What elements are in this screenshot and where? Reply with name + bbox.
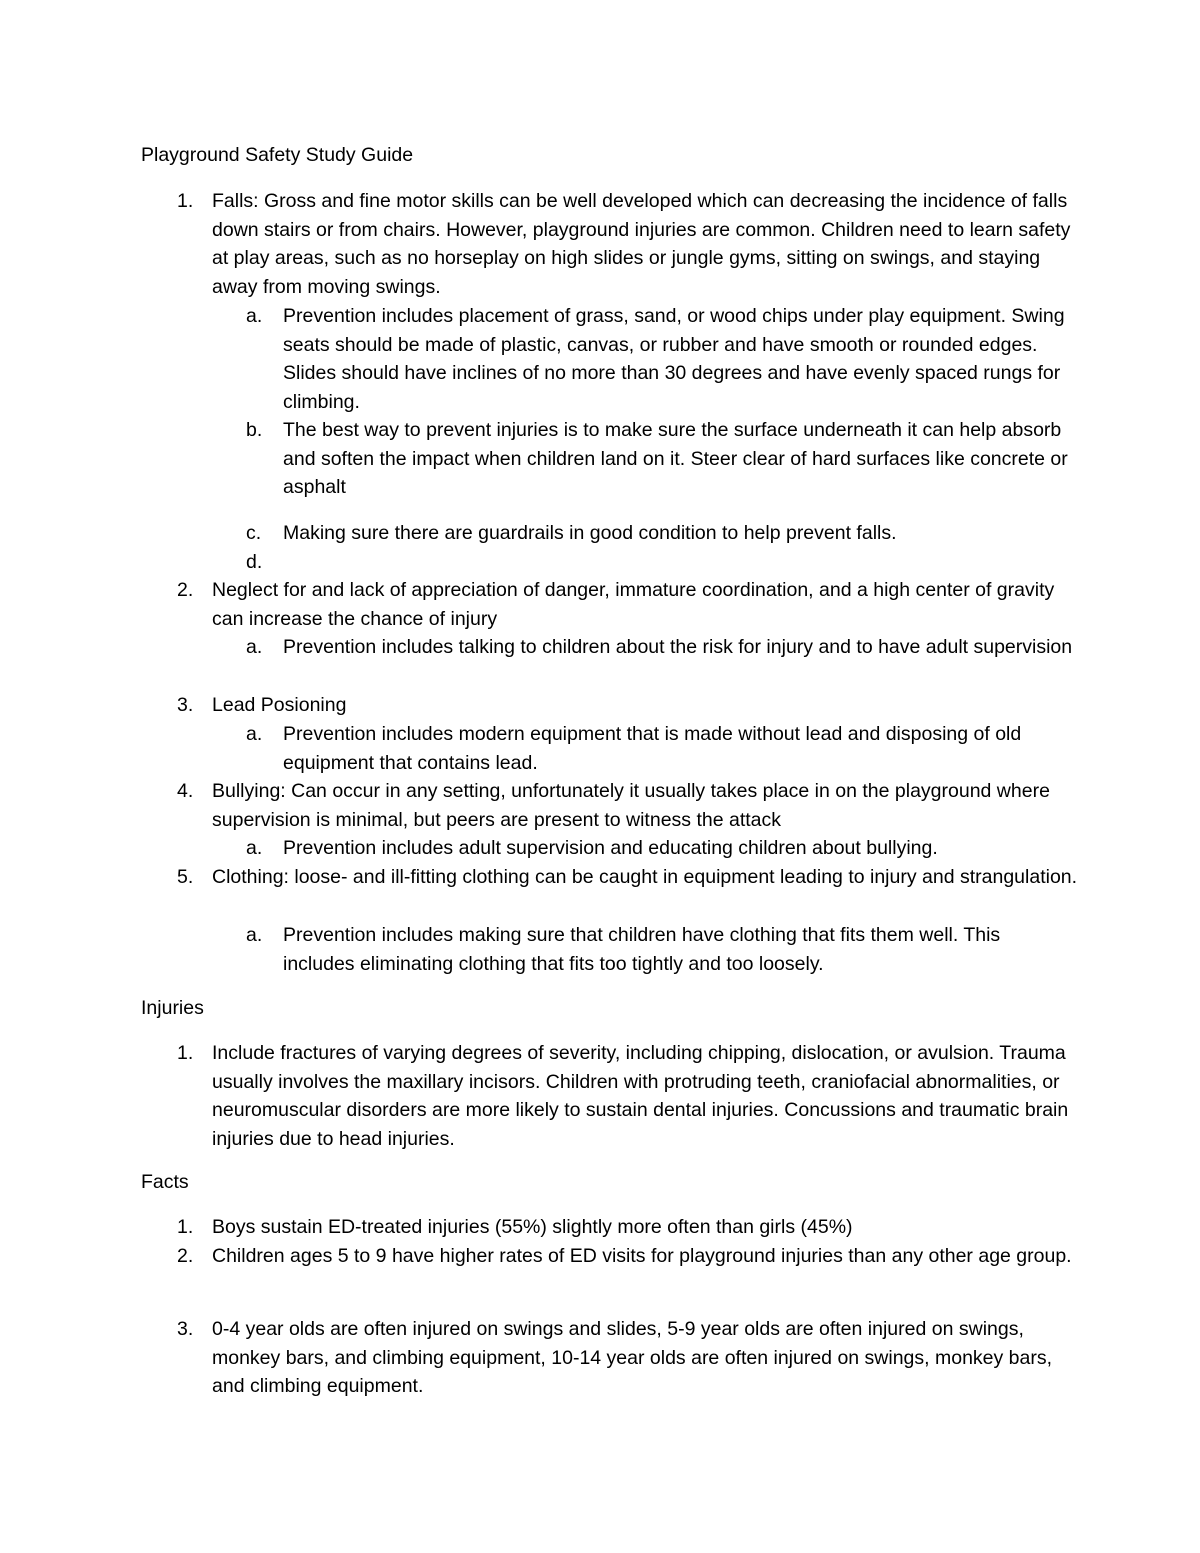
list-number: 1. <box>177 1042 194 1064</box>
sub-list-item: Prevention includes talking to children about the risk for injury and to have adult supervision <box>283 636 1073 658</box>
sub-list-label: a. <box>246 305 263 327</box>
sub-list-label: b. <box>246 419 263 441</box>
sub-list-label: a. <box>246 837 263 859</box>
list-item: Bullying: Can occur in any setting, unfortunately it usually takes place in on the playground where supervision is minimal, but peers are present to witness the attack <box>212 780 1050 831</box>
sub-list-item: Prevention includes making sure that children have clothing that fits them well. This includes eliminating clothing that fits too tightly and too loosely. <box>283 924 1001 975</box>
list-number: 1. <box>177 1216 194 1238</box>
sub-list-item: The best way to prevent injuries is to make sure the surface underneath it can help absorb and soften the impact when children land on it. Steer clear of hard surfaces like concrete or asphalt <box>283 419 1068 499</box>
section-heading-injuries: Injuries <box>141 997 204 1019</box>
list-item: Boys sustain ED-treated injuries (55%) slightly more often than girls (45%) <box>212 1216 853 1238</box>
sub-list-item: Prevention includes adult supervision and educating children about bullying. <box>283 837 938 859</box>
list-item: Neglect for and lack of appreciation of danger, immature coordination, and a high center of gravity can increase the chance of injury <box>212 579 1055 630</box>
sub-list-label: a. <box>246 723 263 745</box>
list-item: 0-4 year olds are often injured on swings and slides, 5-9 year olds are often injured on swings, monkey bars, and climbing equipment, 10-14 year olds are often injured on swings, monkey bars, and climbing equipment. <box>212 1318 1053 1398</box>
sub-list-label: a. <box>246 924 263 946</box>
list-item: Clothing: loose- and ill-fitting clothing can be caught in equipment leading to injury and strangulation. <box>212 866 1078 888</box>
list-item: Falls: Gross and fine motor skills can be well developed which can decreasing the incidence of falls down stairs or from chairs. However, playground injuries are common. Children need to learn safety at play areas, such as no horseplay on high slides or jungle gyms, sitting on swings, and staying away from moving swings. <box>212 190 1071 298</box>
section-heading-facts: Facts <box>141 1171 189 1193</box>
list-item: Children ages 5 to 9 have higher rates of ED visits for playground injuries than any other age group. <box>212 1245 1072 1267</box>
list-number: 2. <box>177 579 194 601</box>
list-number: 2. <box>177 1245 194 1267</box>
page-title: Playground Safety Study Guide <box>141 144 414 166</box>
list-number: 5. <box>177 866 194 888</box>
list-item: Include fractures of varying degrees of severity, including chipping, dislocation, or avulsion. Trauma usually involves the maxillary incisors. Children with protruding teeth, craniofacial abnormalities, or neuromuscular disorders are more likely to sustain dental injuries. Concussions and traumatic brain injuries due to head injuries. <box>212 1042 1069 1150</box>
list-number: 3. <box>177 694 194 716</box>
sub-list-item: Prevention includes placement of grass, sand, or wood chips under play equipment. Swing seats should be made of plastic, canvas, or rubber and have smooth or rounded edges. Slides should have inclines of no more than 30 degrees and have evenly spaced rungs for climbing. <box>283 305 1065 413</box>
sub-list-label: a. <box>246 636 263 658</box>
list-number: 4. <box>177 780 194 802</box>
list-number: 3. <box>177 1318 194 1340</box>
sub-list-item: Making sure there are guardrails in good condition to help prevent falls. <box>283 522 897 544</box>
sub-list-label: d. <box>246 551 263 573</box>
sub-list-label: c. <box>246 522 262 544</box>
sub-list-item: Prevention includes modern equipment that is made without lead and disposing of old equipment that contains lead. <box>283 723 1022 774</box>
list-item: Lead Posioning <box>212 694 347 716</box>
list-number: 1. <box>177 190 194 212</box>
